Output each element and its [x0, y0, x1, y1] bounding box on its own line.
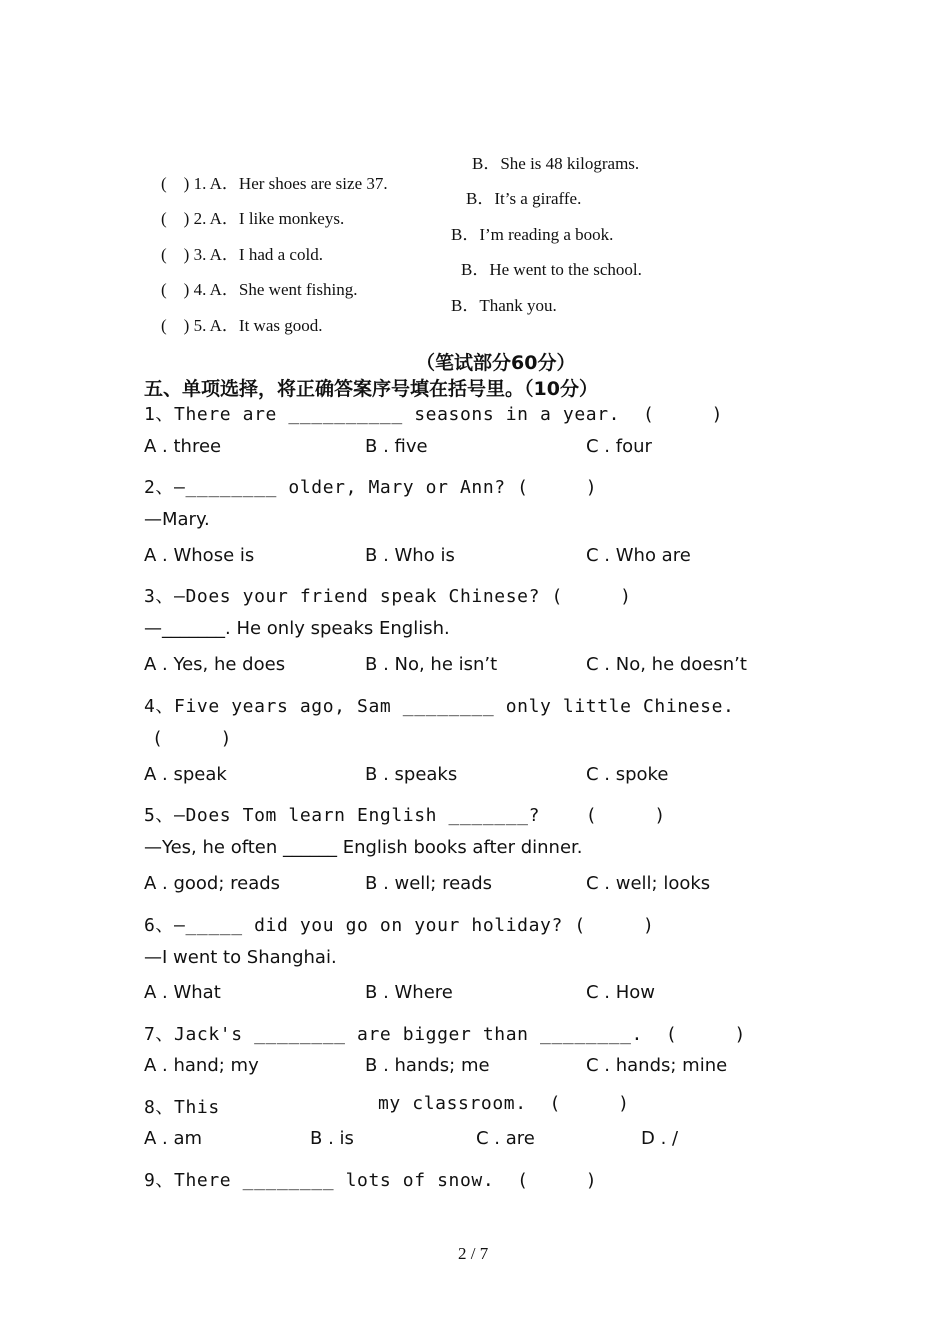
q5-option-a: A . good; reads [144, 873, 281, 894]
q3-option-b: B . No, he isn’t [365, 654, 498, 675]
q4-option-c: C . spoke [586, 764, 669, 785]
q1-option-a: A . three [144, 436, 222, 457]
q6-option-b: B . Where [365, 982, 453, 1003]
q5-reply: —Yes, he often ______ English books after dinner. [144, 837, 583, 858]
question-9-stem: 9、There ________ lots of snow. ( ) [144, 1170, 598, 1191]
option-b: B．She is 48 kilograms. [472, 154, 640, 173]
q3-reply: —_______. He only speaks English. [144, 618, 450, 639]
answer-bracket[interactable]: ( [161, 174, 167, 193]
q6-reply: —I went to Shanghai. [144, 947, 337, 968]
option-b: B．He went to the school. [461, 260, 642, 279]
q2-reply: —Mary. [144, 509, 210, 530]
q2-option-c: C . Who are [586, 545, 691, 566]
q7-option-a: A . hand; my [144, 1055, 259, 1076]
listening-item-5 [144, 291, 323, 356]
section-5-title: 五、单项选择，将正确答案序号填在括号里。（10分） [144, 378, 598, 400]
option-a: ) 4. A．She went fishing. [183, 280, 358, 299]
q8-option-c: C . are [476, 1128, 535, 1149]
question-4-stem: 4、Five years ago, Sam ________ only little Chinese. [144, 696, 735, 717]
option-b: B．I’m reading a book. [451, 225, 614, 244]
answer-paren[interactable]: ( ) [152, 728, 233, 749]
q8-option-d: D . / [641, 1128, 679, 1149]
question-8-stem-right: my classroom. ( ) [378, 1093, 630, 1114]
option-b: B．It’s a giraffe. [466, 189, 582, 208]
question-3-stem: 3、—Does your friend speak Chinese? ( ) [144, 586, 632, 607]
q4-option-a: A . speak [144, 764, 227, 785]
question-1-stem: 1、There are __________ seasons in a year. ( ) [144, 404, 724, 425]
answer-bracket[interactable]: ( [161, 209, 167, 228]
q7-option-b: B . hands; me [365, 1055, 490, 1076]
answer-bracket[interactable]: ( [161, 316, 167, 335]
question-7-stem: 7、Jack's ________ are bigger than ________. ( ) [144, 1024, 746, 1045]
written-part-header: （笔试部分60分） [416, 352, 576, 374]
q2-option-b: B . Who is [365, 545, 455, 566]
q8-option-a: A . am [144, 1128, 203, 1149]
q2-option-a: A . Whose is [144, 545, 255, 566]
question-6-stem: 6、—_____ did you go on your holiday? ( ) [144, 915, 655, 936]
q5-option-b: B . well; reads [365, 873, 493, 894]
question-8-stem-left: 8、This [144, 1097, 220, 1118]
question-2-stem: 2、—________ older, Mary or Ann? ( ) [144, 477, 598, 498]
q3-option-a: A . Yes, he does [144, 654, 286, 675]
answer-blank[interactable]: _______ [162, 618, 225, 639]
q6-option-c: C . How [586, 982, 656, 1003]
q8-option-b: B . is [310, 1128, 354, 1149]
q7-option-c: C . hands; mine [586, 1055, 728, 1076]
option-a: ) 1. A．Her shoes are size 37. [183, 174, 388, 193]
answer-bracket[interactable]: ( [161, 245, 167, 264]
q3-option-c: C . No, he doesn’t [586, 654, 747, 675]
page-number: 2 / 7 [458, 1244, 489, 1263]
option-a: ) 3. A．I had a cold. [183, 245, 323, 264]
option-a: ) 5. A．It was good. [183, 316, 323, 335]
option-a: ) 2. A．I like monkeys. [183, 209, 345, 228]
q5-option-c: C . well; looks [586, 873, 711, 894]
option-b: B．Thank you. [451, 296, 557, 315]
question-5-stem: 5、—Does Tom learn English _______? ( ) [144, 805, 666, 826]
q1-option-b: B . five [365, 436, 428, 457]
answer-blank[interactable]: ______ [283, 837, 337, 858]
q6-option-a: A . What [144, 982, 221, 1003]
q4-option-b: B . speaks [365, 764, 458, 785]
answer-bracket[interactable]: ( [161, 280, 167, 299]
q1-option-c: C . four [586, 436, 652, 457]
